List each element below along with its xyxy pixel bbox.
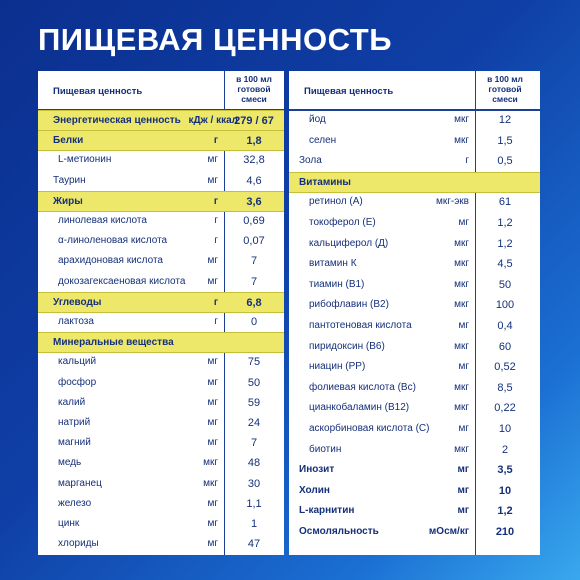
row-name: пиридоксин (В6) — [309, 340, 385, 352]
table-row — [289, 192, 540, 211]
table-row — [38, 191, 284, 212]
table-row — [38, 211, 284, 230]
row-value: 1,2 — [497, 505, 513, 518]
row-name: L-метионин — [58, 154, 112, 166]
row-name: натрий — [58, 417, 91, 428]
table-row — [38, 494, 284, 513]
row-name: линолевая кислота — [58, 215, 147, 226]
table-row — [38, 130, 284, 151]
table-row — [38, 110, 284, 131]
row-name: фолиевая кислота (Вс) — [309, 381, 416, 393]
row-value: 48 — [247, 457, 261, 470]
row-unit: мкг — [454, 278, 469, 290]
row-unit: мг — [207, 497, 218, 509]
table-row — [38, 393, 284, 412]
row-value: 47 — [247, 538, 261, 551]
row-unit: г — [465, 155, 469, 167]
row-unit: мОсм/кг — [428, 526, 469, 537]
row-value: 10 — [498, 423, 512, 435]
row-name: аскорбиновая кислота (С) — [309, 423, 430, 434]
row-unit: мг — [207, 417, 218, 428]
row-unit: г — [214, 316, 218, 327]
table-row — [289, 460, 540, 479]
row-value: 0,22 — [494, 402, 516, 415]
nutrition-table-left — [38, 71, 284, 555]
row-unit: мг — [207, 396, 218, 408]
table-row — [38, 474, 284, 493]
table-header — [289, 71, 540, 111]
table-row — [38, 433, 284, 452]
row-value: 1,1 — [246, 497, 262, 510]
header-value: в 100 мл готовой смеси — [236, 74, 272, 104]
row-value: 0,5 — [497, 155, 513, 168]
row-name: токоферол (Е) — [309, 217, 376, 228]
row-name: Таурин — [53, 174, 86, 186]
row-unit: г — [213, 135, 218, 147]
row-name: кальций — [58, 356, 97, 368]
row-name: L-карнитин — [299, 505, 355, 517]
table-row — [289, 151, 540, 170]
row-value: 50 — [247, 376, 261, 389]
header-value: в 100 мл готовой смеси — [487, 74, 523, 104]
row-unit: г — [214, 215, 218, 226]
table-row — [289, 316, 540, 335]
row-unit: мг — [458, 217, 469, 228]
table-row — [289, 131, 540, 150]
row-value: 75 — [247, 356, 261, 369]
row-name: хлориды — [58, 538, 99, 550]
row-name: калий — [58, 396, 86, 408]
table-row — [38, 453, 284, 472]
table-row — [289, 481, 540, 500]
row-name: докозагексаеновая кислота — [58, 275, 186, 287]
row-name: медь — [58, 457, 82, 469]
row-name: ниацин (РР) — [309, 361, 366, 373]
page-title: ПИЩЕВАЯ ЦЕННОСТЬ — [38, 22, 392, 57]
row-unit: мг — [458, 361, 469, 373]
row-name: α-линоленовая кислота — [58, 235, 168, 247]
row-value: 8,5 — [497, 381, 513, 394]
table-row — [289, 398, 540, 417]
row-unit: кДж / ккал — [188, 115, 238, 126]
row-unit: мг — [458, 320, 469, 331]
row-value: 6,8 — [246, 296, 262, 309]
row-value: 2 — [501, 443, 509, 456]
row-name: Холин — [299, 484, 330, 496]
row-unit: г — [213, 296, 218, 308]
table-header — [38, 71, 284, 111]
row-name: железо — [58, 497, 92, 509]
row-name: биотин — [309, 443, 342, 455]
row-value: 7 — [250, 255, 258, 268]
table-row — [289, 213, 540, 232]
table-row — [289, 522, 540, 541]
table-row — [38, 292, 284, 313]
row-value: 61 — [498, 196, 512, 209]
row-value: 0,52 — [494, 361, 516, 374]
row-unit: мкг-экв — [435, 196, 469, 208]
table-row — [38, 332, 284, 353]
row-value: 4,6 — [246, 174, 262, 187]
row-value: 7 — [250, 437, 258, 450]
row-value: 30 — [247, 477, 261, 490]
row-name: марганец — [58, 477, 102, 489]
row-value: 1,8 — [246, 135, 262, 148]
row-value: 59 — [247, 396, 261, 409]
table-row — [289, 419, 540, 438]
row-name: пантотеновая кислота — [309, 320, 412, 331]
table-row — [38, 312, 284, 331]
row-unit: мкг — [454, 237, 469, 249]
row-value: 1 — [250, 518, 258, 530]
row-name: цианкобаламин (В12) — [309, 402, 410, 414]
row-unit: мкг — [454, 443, 469, 455]
row-name: ретинол (А) — [309, 196, 363, 208]
row-unit: мг — [207, 538, 218, 550]
table-row — [38, 413, 284, 432]
row-unit: мг — [207, 437, 218, 449]
table-row — [38, 171, 284, 190]
row-name: Зола — [299, 155, 322, 167]
row-name: магний — [58, 437, 91, 449]
row-unit: г — [213, 195, 218, 207]
table-row — [289, 234, 540, 253]
row-unit: мкг — [454, 258, 469, 270]
table-row — [38, 251, 284, 270]
header-name: Пищевая ценность — [53, 86, 143, 97]
row-unit: мкг — [454, 299, 469, 311]
table-row — [38, 534, 284, 553]
table-row — [289, 378, 540, 397]
row-unit: мг — [207, 275, 218, 287]
table-row — [38, 272, 284, 291]
row-value: 3,6 — [246, 195, 262, 208]
row-unit: мкг — [203, 457, 218, 469]
table-row — [38, 150, 284, 169]
table-row — [289, 440, 540, 459]
row-value: 210 — [495, 526, 515, 538]
row-name: витамин К — [309, 258, 357, 270]
row-name: цинк — [58, 518, 80, 529]
row-value: 12 — [498, 114, 512, 126]
row-value: 100 — [495, 299, 515, 312]
row-name: Белки — [53, 135, 84, 147]
row-value: 4,5 — [497, 258, 513, 271]
row-unit: мг — [207, 154, 218, 166]
row-name: фосфор — [58, 376, 97, 388]
row-value: 60 — [498, 340, 512, 353]
row-value: 0 — [250, 316, 258, 328]
row-value: 32,8 — [243, 154, 265, 167]
row-unit: мкг — [454, 134, 469, 146]
row-value: 1,5 — [497, 134, 513, 147]
row-name: рибофлавин (В2) — [309, 299, 389, 311]
row-unit: мкг — [454, 381, 469, 393]
row-name: Инозит — [299, 464, 335, 476]
row-unit: мг — [457, 464, 469, 476]
row-unit: г — [214, 235, 218, 247]
table-row — [289, 275, 540, 294]
row-value: 1,2 — [497, 237, 513, 250]
row-unit: мг — [207, 518, 218, 529]
row-unit: мг — [207, 356, 218, 368]
row-unit: мкг — [454, 114, 469, 125]
row-name: Минеральные вещества — [53, 337, 174, 349]
row-unit: мг — [207, 376, 218, 388]
row-value: 7 — [250, 275, 258, 288]
table-row — [289, 357, 540, 376]
row-unit: мкг — [454, 402, 469, 414]
row-value: 0,07 — [243, 235, 265, 248]
row-name: Энергетическая ценность — [53, 115, 181, 126]
row-unit: мкг — [454, 340, 469, 352]
row-name: Жиры — [53, 195, 83, 207]
row-name: селен — [309, 134, 337, 146]
row-unit: мг — [457, 484, 469, 496]
row-value: 10 — [498, 484, 512, 497]
row-unit: мкг — [203, 477, 218, 489]
header-name: Пищевая ценность — [304, 86, 394, 97]
row-name: Витамины — [299, 176, 351, 188]
table-row — [289, 337, 540, 356]
table-row — [289, 110, 540, 129]
row-value: 3,5 — [497, 464, 513, 477]
nutrition-table-right — [289, 71, 540, 555]
row-value: 0,4 — [497, 320, 513, 332]
table-row — [289, 254, 540, 273]
table-row — [289, 295, 540, 314]
row-name: Осмоляльность — [299, 526, 379, 537]
row-value: 1,2 — [497, 217, 513, 229]
row-unit: мг — [207, 174, 218, 186]
row-unit: мг — [207, 255, 218, 267]
row-name: йод — [309, 114, 326, 125]
row-unit: мг — [458, 423, 469, 434]
table-row — [289, 501, 540, 520]
row-value: 0,69 — [243, 215, 265, 227]
row-value: 50 — [498, 278, 512, 291]
table-row — [38, 352, 284, 371]
table-row — [38, 373, 284, 392]
row-name: арахидоновая кислота — [58, 255, 163, 267]
row-value: 24 — [247, 417, 261, 429]
row-unit: мг — [457, 505, 469, 517]
table-row — [38, 514, 284, 533]
row-value: 279 / 67 — [234, 115, 274, 127]
table-row — [38, 231, 284, 250]
row-name: Углеводы — [53, 296, 102, 308]
row-name: лактоза — [58, 316, 94, 327]
row-name: кальциферол (Д) — [309, 237, 389, 249]
row-name: тиамин (В1) — [309, 278, 365, 290]
table-row — [289, 172, 540, 193]
